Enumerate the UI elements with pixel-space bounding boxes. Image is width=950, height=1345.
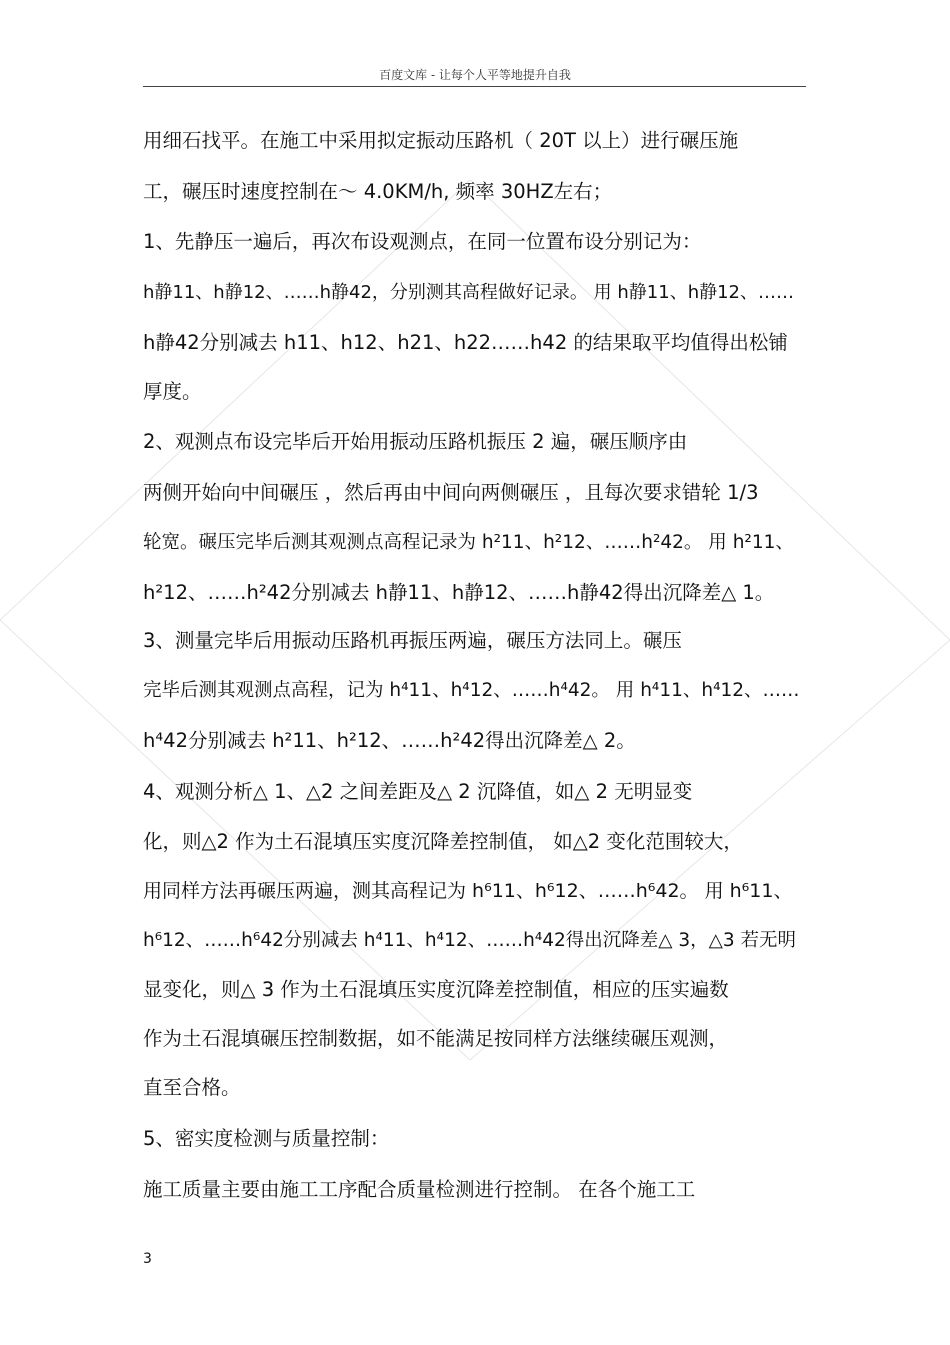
text-line: 1、先静压一遍后，再次布设观测点，在同一位置布设分别记为： (143, 230, 702, 253)
text-line: 3、测量完毕后用振动压路机再振压两遍，碾压方法同上。碾压 (143, 629, 682, 652)
text-line: 用细石找平。在施工中采用拟定振动压路机（ 20T 以上）进行碾压施 (143, 129, 739, 152)
page-number: 3 (143, 1251, 152, 1267)
text-line: 完毕后测其观测点高程，记为 h⁴11、h⁴12、……h⁴42。 用 h⁴11、h⁴12、…… (143, 680, 800, 701)
text-line: 两侧开始向中间碾压 ，然后再由中间向两侧碾压 ，且每次要求错轮 1/3 (143, 481, 759, 504)
text-line: h⁶12、……h⁶42分别减去 h⁴11、h⁴12、……h⁴42得出沉降差△ 3，△3 若无明 (143, 930, 797, 951)
text-line: h静42分别减去 h11、h12、h21、h22……h42 的结果取平均值得出松铺 (143, 331, 788, 354)
text-line: 施工质量主要由施工工序配合质量检测进行控制。 在各个施工工 (143, 1178, 696, 1201)
text-line: 直至合格。 (143, 1076, 241, 1099)
text-line: h静11、h静12、……h静42，分别测其高程做好记录。 用 h静11、h静12、…… (143, 282, 795, 303)
text-line: 厚度。 (143, 380, 202, 403)
text-line: 化，则△2 作为土石混填压实度沉降差控制值， 如△2 变化范围较大， (143, 830, 743, 853)
header-rule (143, 86, 806, 87)
text-line: 用同样方法再碾压两遍，测其高程记为 h⁶11、h⁶12、……h⁶42。 用 h⁶11、 (143, 880, 793, 902)
page-header: 百度文库 - 让每个人平等地提升自我 (379, 68, 571, 82)
text-line: 工，碾压时速度控制在～ 4.0KM/h, 频率 30HZ左右； (143, 180, 613, 203)
text-line: 5、密实度检测与质量控制： (143, 1127, 390, 1150)
text-line: h²12、……h²42分别减去 h静11、h静12、……h静42得出沉降差△ 1。 (143, 581, 775, 604)
text-line: 4、观测分析△ 1、△2 之间差距及△ 2 沉降值，如△ 2 无明显变 (143, 780, 693, 803)
text-line: 轮宽。碾压完毕后测其观测点高程记录为 h²11、h²12、……h²42。 用 h²11、 (143, 532, 794, 553)
text-line: 2、观测点布设完毕后开始用振动压路机振压 2 遍，碾压顺序由 (143, 430, 688, 453)
text-line: 显变化，则△ 3 作为土石混填压实度沉降差控制值，相应的压实遍数 (143, 978, 729, 1001)
text-line: 作为土石混填碾压控制数据，如不能满足按同样方法继续碾压观测， (143, 1027, 729, 1050)
text-line: h⁴42分别减去 h²11、h²12、……h²42得出沉降差△ 2。 (143, 729, 636, 752)
